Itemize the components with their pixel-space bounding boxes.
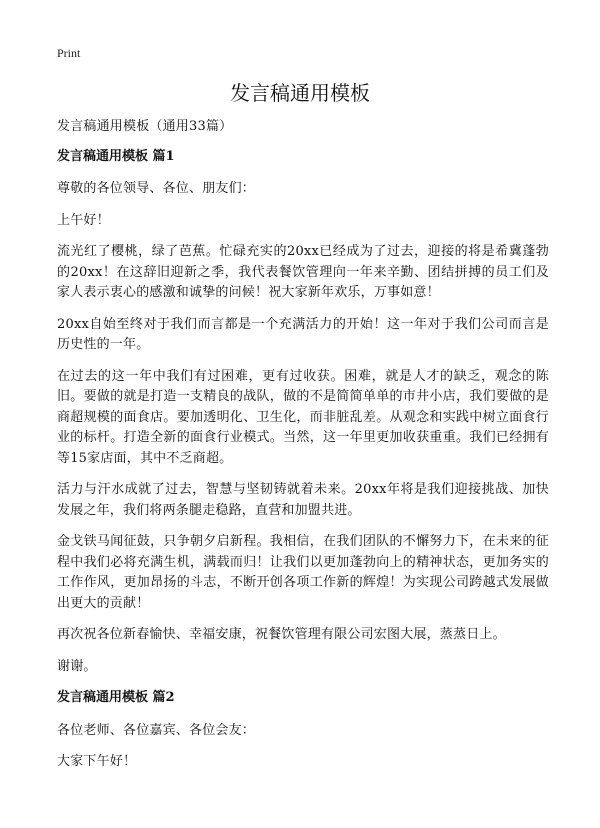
paragraph: 再次祝各位新春愉快、幸福安康，祝餐饮管理有限公司宏图大展，蒸蒸日上。 — [57, 627, 506, 642]
paragraph: 活力与汗水成就了过去，智慧与坚韧铸就着未来。20xx年将是我们迎接挑战、加快发展之年，我们将两条腿走稳路，直营和加盟共进。 — [57, 482, 549, 518]
section-heading-2: 发言稿通用模板 篇2 — [57, 690, 175, 705]
section-heading-1: 发言稿通用模板 篇1 — [57, 148, 175, 164]
paragraph: 谢谢。 — [57, 658, 97, 674]
paragraph: 20xx自始至终对于我们而言都是一个充满活力的开始！这一年对于我们公司而言是历史性的一年。 — [57, 316, 549, 352]
paragraph: 大家下午好！ — [57, 754, 137, 769]
paragraph: 尊敬的各位领导、各位、朋友们： — [57, 181, 256, 196]
paragraph: 流光红了樱桃，绿了芭蕉。忙碌充实的20xx已经成为了过去，迎接的将是希冀蓬勃的20xx！在这辞旧迎新之季，我代表餐饮管理向一年来辛勤、团结拼搏的员工们及家人表示衷心的感激和诚挚的问候！祝大家新年欢乐，万事如意！ — [57, 244, 549, 300]
print-label[interactable]: Print — [57, 46, 81, 60]
paragraph: 在过去的这一年中我们有过困难，更有过收获。困难，就是人才的缺乏，观念的陈旧。要做的就是打造一支精良的战队，做的不是简简单单的市井小店，我们要做的是商超规模的面食店。要加透明化、卫生化，而非脏乱差。从观念和实践中树立面食行业的标杆。打造全新的面食行业模式。当然，这一年里更加收获重重。我们已经拥有等15家店面，其中不乏商超。 — [57, 368, 549, 466]
paragraph: 各位老师、各位嘉宾、各位会友： — [57, 722, 256, 738]
document-title: 发言稿通用模板 — [230, 81, 370, 105]
document-body — [57, 117, 549, 784]
paragraph: 上午好！ — [57, 212, 110, 228]
document-subtitle: 发言稿通用模板（通用33篇） — [57, 119, 233, 134]
paragraph: 金戈铁马闻征鼓，只争朝夕启新程。我相信，在我们团队的不懈努力下，在未来的征程中我们必将充满生机，满载而归！让我们以更加蓬勃向上的精神状态，更加务实的工作作风，更加昂扬的斗志，不断开创各项工作新的辉煌！为实现公司跨越式发展做出更大的贡献！ — [57, 534, 549, 611]
